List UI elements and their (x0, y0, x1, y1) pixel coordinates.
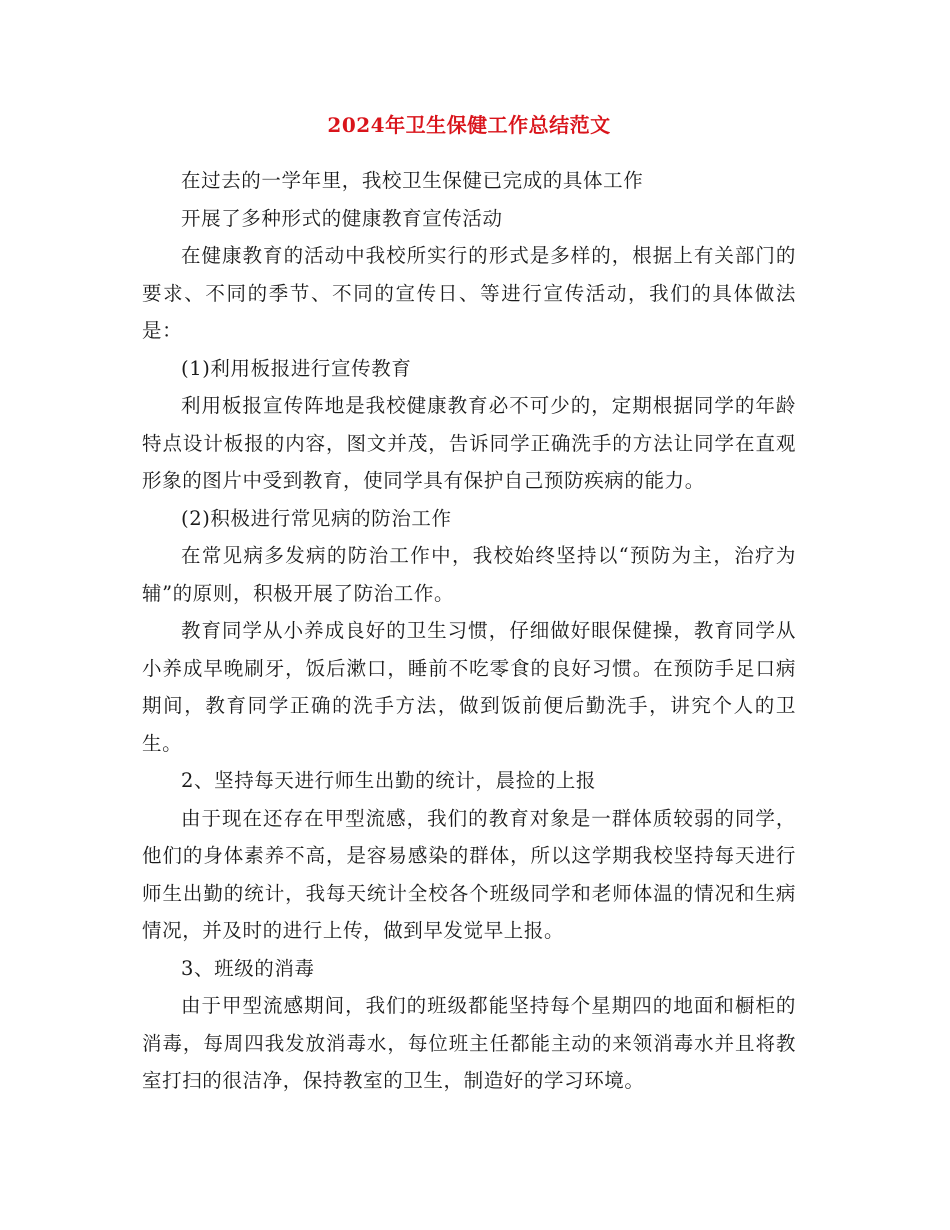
paragraph-subheading-disease: (2)积极进行常见病的防治工作 (181, 506, 452, 530)
paragraph-health-education: 在健康教育的活动中我校所实行的形式是多样的，根据上有关部门的要求、不同的季节、不同的宣传日、等进行宣传活动，我们的具体做法是： (142, 244, 796, 342)
paragraph-blackboard: 利用板报宣传阵地是我校健康教育必不可少的，定期根据同学的年龄特点设计板报的内容，图文并茂，告诉同学正确洗手的方法让同学在直观形象的图片中受到教育，使同学具有保护自己预防疾病的能力。 (142, 394, 796, 492)
paragraph-subheading-blackboard: (1)利用板报进行宣传教育 (181, 356, 412, 380)
document-body (142, 162, 796, 1100)
paragraph-hygiene-habits: 教育同学从小养成良好的卫生习惯，仔细做好眼保健操，教育同学从小养成早晚刷牙，饭后漱口，睡前不吃零食的良好习惯。在预防手足口病期间，教育同学正确的洗手方法，做到饭前便后勤洗手，讲究个人的卫生。 (142, 619, 796, 755)
document-title: 2024年卫生保健工作总结范文 (327, 113, 611, 137)
paragraph-intro: 在过去的一学年里，我校卫生保健已完成的具体工作 (181, 169, 644, 192)
paragraph-heading-1: 开展了多种形式的健康教育宣传活动 (181, 206, 503, 230)
paragraph-heading-2: 2、坚持每天进行师生出勤的统计，晨捡的上报 (181, 769, 597, 792)
paragraph-disease-prevention: 在常见病多发病的防治工作中，我校始终坚持以“预防为主，治疗为辅”的原则，积极开展了防治工作。 (142, 544, 796, 605)
paragraph-disinfection: 由于甲型流感期间，我们的班级都能坚持每个星期四的地面和橱柜的消毒，每周四我发放消毒水，每位班主任都能主动的来领消毒水并且将教室打扫的很洁净，保持教室的卫生，制造好的学习环境。 (142, 994, 796, 1092)
paragraph-attendance: 由于现在还存在甲型流感，我们的教育对象是一群体质较弱的同学，他们的身体素养不高，是容易感染的群体，所以这学期我校坚持每天进行师生出勤的统计，我每天统计全校各个班级同学和老师体温的情况和生病情况，并及时的进行上传，做到早发觉早上报。 (142, 806, 796, 942)
paragraph-heading-3: 3、班级的消毒 (181, 956, 315, 980)
